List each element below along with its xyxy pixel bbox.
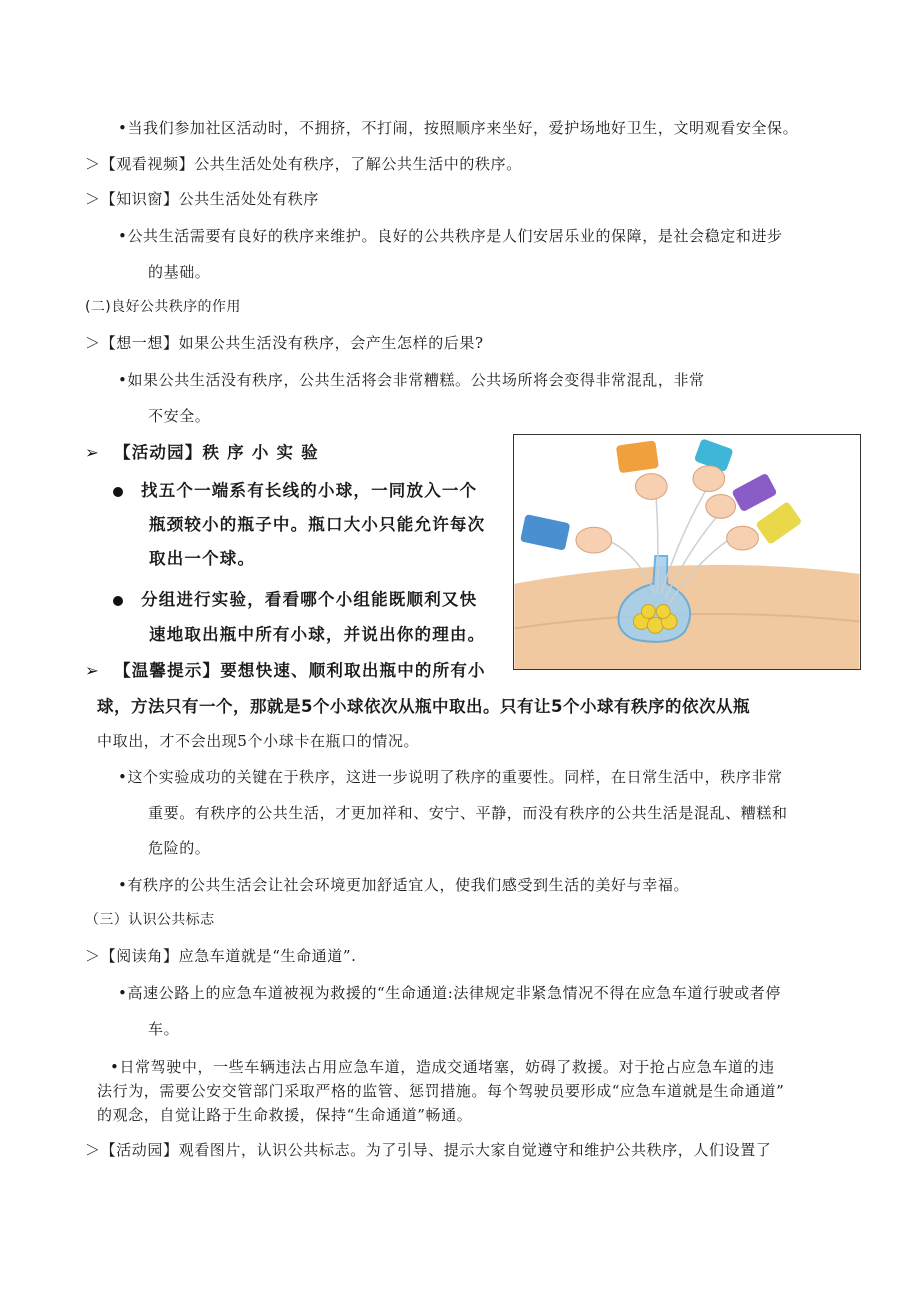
activity-bullet-1-line3: 取出一个球。 — [149, 549, 256, 568]
activity-title: ➢ 【活动园】秩 序 小 实 验 — [85, 443, 319, 462]
activity-bullet-1-line1: 找五个一端系有长线的小球，一同放入一个 — [113, 481, 477, 501]
think-heading: ＞【想一想】如果公共生活没有秩序，会产生怎样的后果? — [85, 334, 484, 352]
paragraph-driving-line3: 的观念，自觉让路于生命救援，保持“生命通道”畅通。 — [97, 1106, 473, 1124]
reading-corner-heading: ＞【阅读角】应急车道就是“生命通道”. — [85, 947, 357, 965]
paragraph-community-activity: •当我们参加社区活动时，不拥挤，不打闹，按照顺序来坐好，爱护场地好卫生，文明观看安全保。 — [118, 119, 799, 137]
paragraph-happiness: •有秩序的公共生活会让社会环境更加舒适宜人，使我们感受到生活的美好与幸福。 — [118, 876, 690, 894]
tip-line3: 中取出，才不会出现5个小球卡在瓶口的情况。 — [97, 732, 420, 750]
sleeve — [731, 473, 777, 513]
sleeve — [616, 440, 659, 473]
sleeve — [755, 501, 802, 545]
section-heading-3: （三）认识公共标志 — [85, 912, 215, 928]
paragraph-order-need-line2: 的基础。 — [148, 263, 211, 281]
activity-bullet-1-line2: 瓶颈较小的瓶子中。瓶口大小只能允许每次 — [149, 515, 486, 534]
section-heading-2: (二)良好公共秩序的作用 — [85, 299, 241, 315]
knowledge-window-heading: ＞【知识窗】公共生活处处有秩序 — [85, 190, 320, 208]
ball — [647, 617, 663, 633]
paragraph-driving-line1: •日常驾驶中，一些车辆违法占用应急车道，造成交通堵塞，妨碍了救援。对于抢占应急车道的违 — [110, 1058, 775, 1076]
paragraph-experiment-key-line2: 重要。有秩序的公共生活，才更加祥和、安宁、平静，而没有秩序的公共生活是混乱、糟糕和 — [148, 804, 788, 822]
arrow-icon: ➢ — [85, 661, 101, 680]
paragraph-experiment-key-line1: •这个实验成功的关键在于秩序，这进一步说明了秩序的重要性。同样，在日常生活中，秩序非常 — [118, 768, 783, 786]
ball — [656, 605, 670, 619]
paragraph-emergency-lane-line2: 车。 — [148, 1020, 180, 1038]
experiment-illustration — [513, 434, 861, 670]
hand-blue — [520, 514, 612, 553]
hand-cyan — [693, 438, 734, 491]
paragraph-no-order-line1: •如果公共生活没有秩序，公共生活将会非常糟糕。公共场所将会变得非常混乱，非常 — [118, 371, 705, 389]
activity-signs-heading: ＞【活动园】观看图片，认识公共标志。为了引导、提示大家自觉遵守和维护公共秩序，人们设置了 — [85, 1141, 772, 1159]
watch-video-heading: ＞【观看视频】公共生活处处有秩序，了解公共生活中的秩序。 — [85, 155, 522, 173]
hand-orange — [616, 440, 667, 499]
activity-bullet-2-line1: 分组进行实验，看看哪个小组能既顺利又快 — [113, 590, 477, 610]
ball — [641, 605, 655, 619]
paragraph-emergency-lane-line1: •高速公路上的应急车道被视为救援的“生命通道:法律规定非紧急情况不得在应急车道行驶或者停 — [118, 984, 781, 1002]
paragraph-order-need-line1: •公共生活需要有良好的秩序来维护。良好的公共秩序是人们安居乐业的保障，是社会稳定和进步 — [118, 227, 783, 245]
tip-line2: 球，方法只有一个，那就是5个小球依次从瓶中取出。只有让5个小球有秩序的依次从瓶 — [97, 697, 750, 716]
hand-yellow — [727, 501, 803, 550]
activity-bullet-2-line2: 速地取出瓶中所有小球，并说出你的理由。 — [149, 625, 486, 644]
bullet-icon — [113, 596, 123, 606]
arrow-icon: ➢ — [85, 443, 101, 462]
tip-line1: ➢ 【温馨提示】要想快速、顺利取出瓶中的所有小 — [85, 661, 486, 680]
paragraph-experiment-key-line3: 危险的。 — [148, 839, 211, 857]
bullet-icon — [113, 487, 123, 497]
paragraph-driving-line2: 法行为，需要公安交管部门采取严格的监管、惩罚措施。每个驾驶员要形成“应急车道就是生命通道” — [97, 1082, 785, 1100]
sleeve — [520, 514, 570, 551]
paragraph-no-order-line2: 不安全。 — [148, 407, 211, 425]
